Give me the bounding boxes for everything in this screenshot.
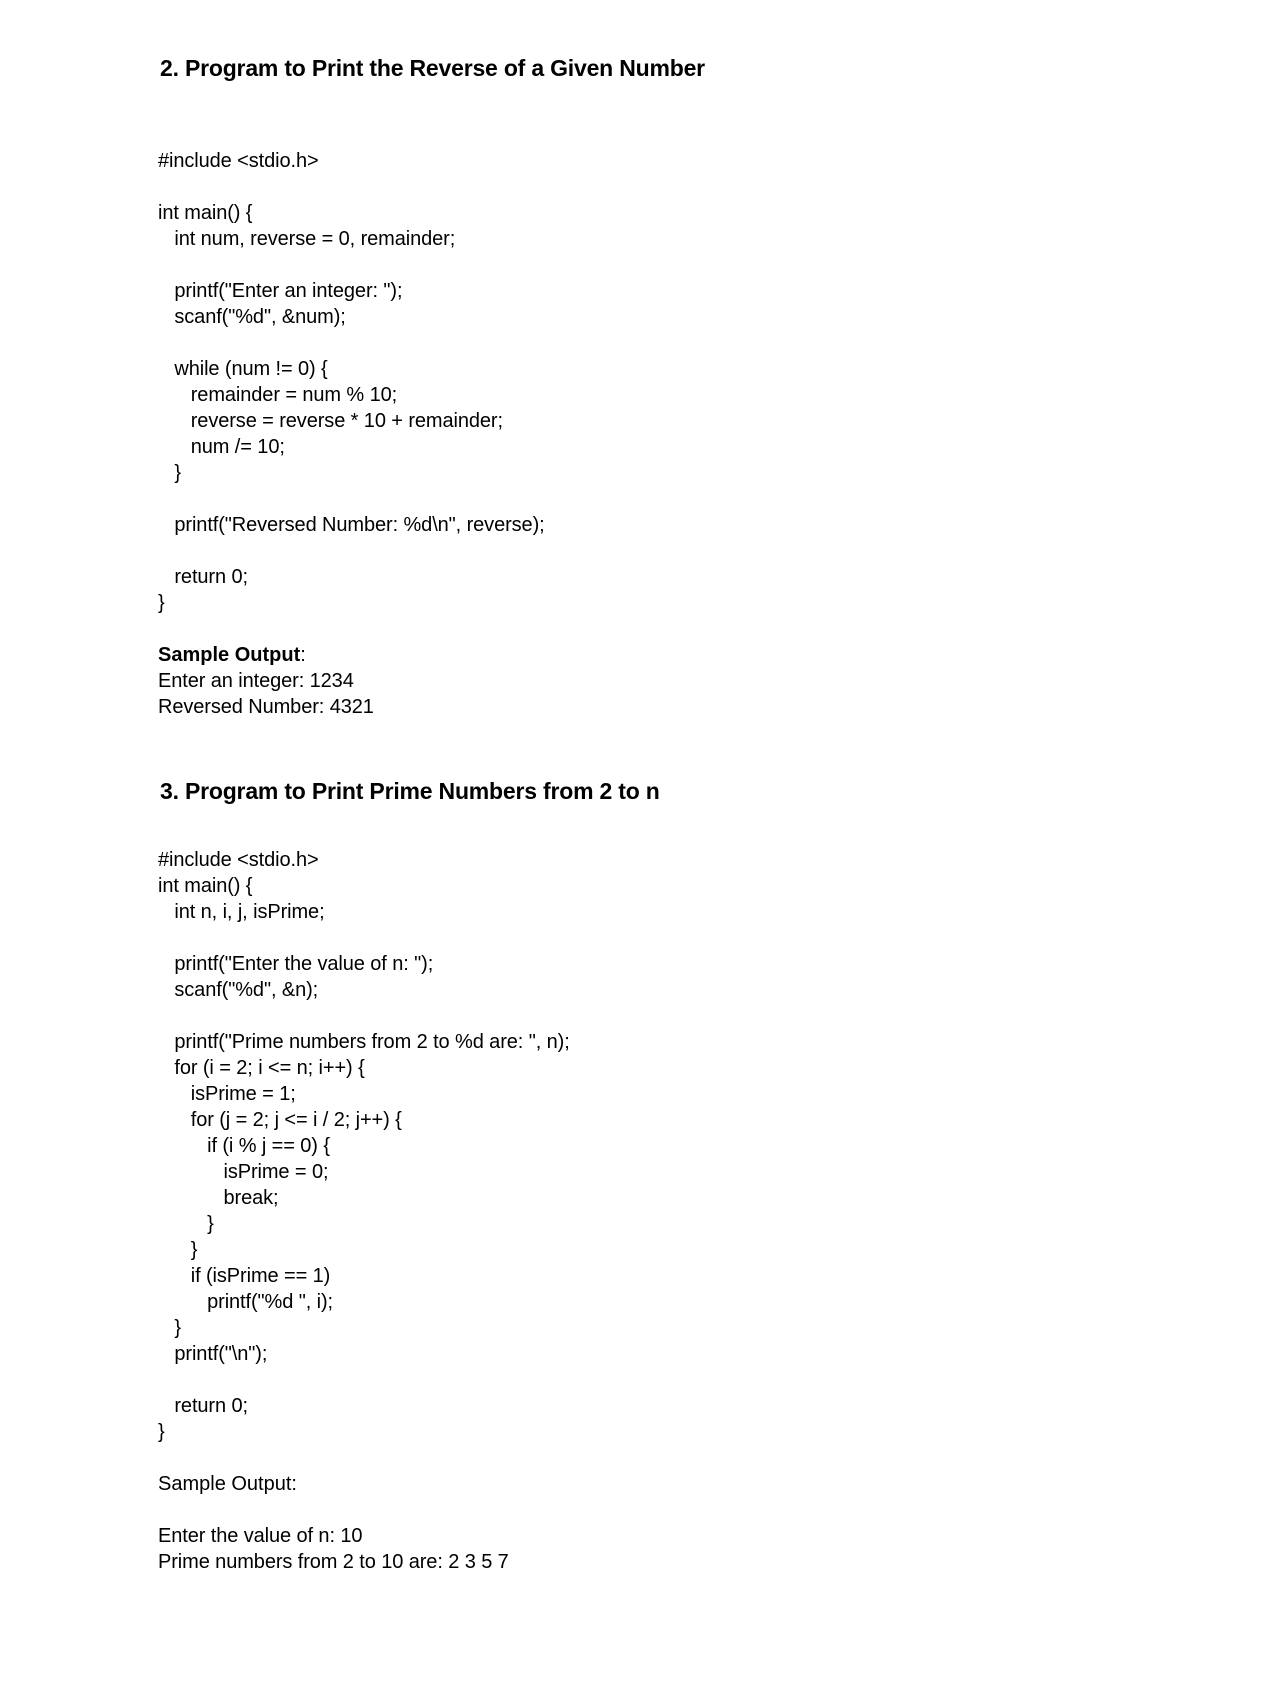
code-line: for (j = 2; j <= i / 2; j++) { (158, 1109, 402, 1131)
program-3-code (158, 847, 1195, 1445)
sample-output-label-text: Sample Output (158, 644, 301, 666)
code-line: printf("%d ", i); (158, 1291, 333, 1313)
code-line: isPrime = 1; (158, 1083, 296, 1105)
section-reverse-number (158, 53, 1195, 720)
document-page (0, 53, 1275, 1703)
code-line: } (158, 1239, 198, 1261)
code-line: int main() { (158, 202, 253, 224)
code-line (158, 1367, 1195, 1393)
code-line: #include <stdio.h> (158, 849, 319, 871)
code-line: reverse = reverse * 10 + remainder; (158, 410, 503, 432)
code-line (158, 1003, 1195, 1029)
code-line: remainder = num % 10; (158, 384, 398, 406)
program-2-code (158, 148, 1195, 616)
code-line: } (158, 592, 165, 614)
code-line: if (i % j == 0) { (158, 1135, 330, 1157)
code-line: } (158, 462, 181, 484)
code-line: for (i = 2; i <= n; i++) { (158, 1057, 365, 1079)
program-3-sample-output (158, 1497, 1195, 1575)
program-2-heading: 2. Program to Print the Reverse of a Given Number (160, 55, 705, 81)
code-line: isPrime = 0; (158, 1161, 329, 1183)
sample-output-line: Enter an integer: 1234 (158, 670, 354, 692)
code-line: int num, reverse = 0, remainder; (158, 228, 456, 250)
code-line (158, 538, 1195, 564)
section-prime-numbers (158, 776, 1195, 1575)
sample-output-label-colon: : (300, 644, 306, 666)
code-line (158, 252, 1195, 278)
code-line: #include <stdio.h> (158, 150, 319, 172)
code-line: scanf("%d", &n); (158, 979, 319, 1001)
code-line: num /= 10; (158, 436, 285, 458)
sample-output-line: Enter the value of n: 10 (158, 1525, 363, 1547)
code-line: while (num != 0) { (158, 358, 328, 380)
program-2-sample-output-label (158, 642, 1195, 668)
code-line: printf("Enter an integer: "); (158, 280, 403, 302)
code-line: } (158, 1213, 214, 1235)
program-2-sample-output (158, 668, 1195, 720)
code-line (158, 925, 1195, 951)
code-line (158, 330, 1195, 356)
code-line (158, 486, 1195, 512)
code-line (158, 174, 1195, 200)
sample-output-line (158, 1497, 1195, 1523)
program-3-heading: 3. Program to Print Prime Numbers from 2 to n (160, 778, 660, 804)
code-line: int main() { (158, 875, 253, 897)
code-line: printf("Reversed Number: %d\n", reverse); (158, 514, 545, 536)
code-line: return 0; (158, 566, 248, 588)
code-line: printf("\n"); (158, 1343, 268, 1365)
code-line: printf("Enter the value of n: "); (158, 953, 434, 975)
sample-output-line: Prime numbers from 2 to 10 are: 2 3 5 7 (158, 1551, 509, 1573)
program-3-sample-output-label: Sample Output: (158, 1473, 297, 1495)
code-line: if (isPrime == 1) (158, 1265, 331, 1287)
code-line: printf("Prime numbers from 2 to %d are: ", n); (158, 1031, 570, 1053)
code-line: int n, i, j, isPrime; (158, 901, 325, 923)
code-line: break; (158, 1187, 279, 1209)
code-line: scanf("%d", &num); (158, 306, 346, 328)
code-line: } (158, 1421, 165, 1443)
sample-output-line: Reversed Number: 4321 (158, 696, 374, 718)
code-line: return 0; (158, 1395, 248, 1417)
code-line: } (158, 1317, 181, 1339)
